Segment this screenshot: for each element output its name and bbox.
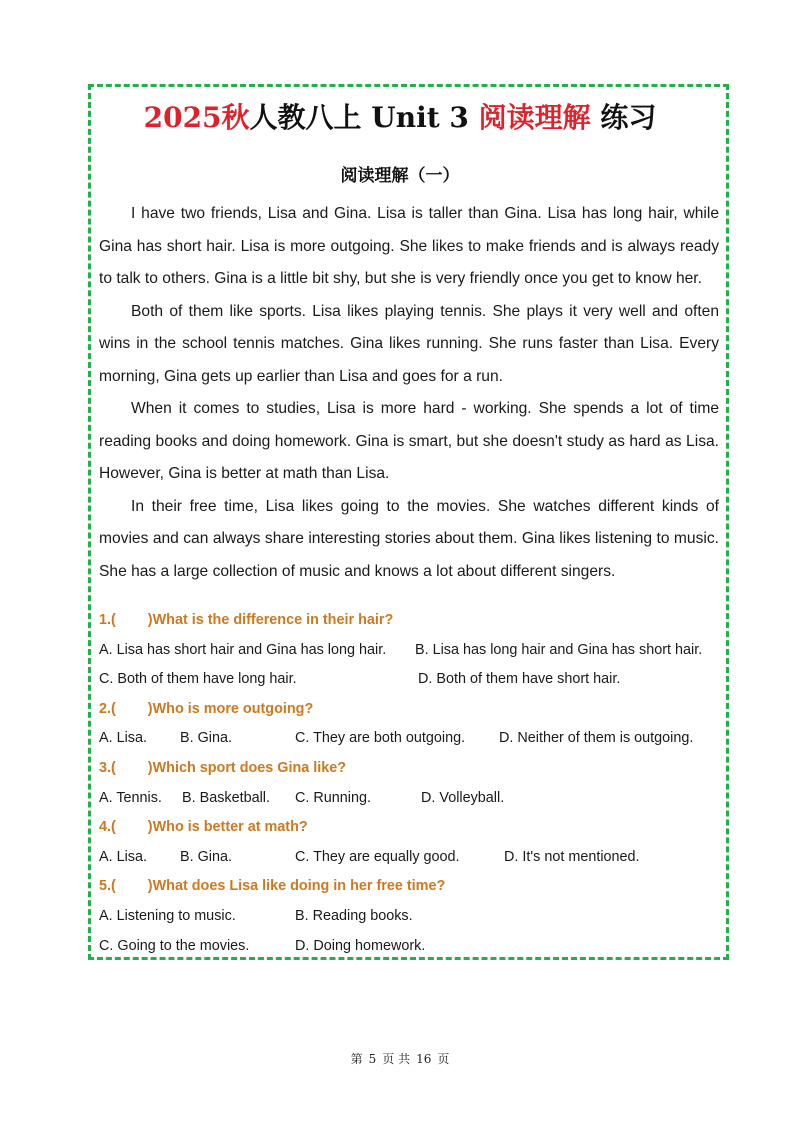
option-c: C. They are both outgoing. (295, 730, 466, 747)
option-b: B. Reading books. (295, 907, 413, 924)
page-title (0, 96, 800, 136)
question-list (99, 606, 719, 961)
option-c: C. Both of them have long hair. (99, 671, 297, 688)
question-prompt: 5.( )What does Lisa like doing in her free time? (99, 878, 446, 895)
passage-paragraph: When it comes to studies, Lisa is more hard - working. She spends a lot of time reading books and doing homework. Gina is smart, but she doesn't study as hard as Lisa. However, Gina is better at math than Lisa. (99, 400, 719, 482)
question-3 (99, 754, 719, 813)
footer-page-label: 第 (350, 1052, 363, 1066)
options-row (99, 636, 719, 666)
passage-paragraph: I have two friends, Lisa and Gina. Lisa is taller than Gina. Lisa has long hair, while Gina has short hair. Lisa is more outgoing. She likes to make friends and is always ready to talk to others. Gina is a little bit shy, but she is very friendly once you get to know her. (99, 205, 719, 287)
page-footer (0, 1050, 800, 1067)
options-row (99, 902, 719, 932)
title-textbook-unit: 人教八上 Unit 3 (249, 101, 479, 134)
option-a: A. Listening to music. (99, 907, 236, 924)
options-row (99, 665, 719, 695)
options-row (99, 932, 719, 962)
passage-paragraph: Both of them like sports. Lisa likes playing tennis. She plays it very well and often wins in the school tennis matches. Gina likes running. She runs faster than Lisa. Every morning, Gina gets up earlier than Lisa and goes for a run. (99, 302, 719, 385)
option-c: C. Going to the movies. (99, 937, 250, 954)
options-row (99, 784, 719, 814)
question-prompt: 4.( )Who is better at math? (99, 819, 308, 836)
question-1 (99, 606, 719, 695)
question-prompt: 2.( )Who is more outgoing? (99, 700, 314, 717)
option-a: A. Tennis. (99, 789, 162, 806)
footer-page-suffix: 页 (437, 1052, 450, 1066)
option-b: B. Basketball. (182, 789, 270, 806)
option-d: D. Neither of them is outgoing. (499, 730, 694, 747)
question-prompt: 1.( )What is the difference in their hair? (99, 612, 394, 628)
option-c: C. They are equally good. (295, 848, 460, 865)
option-d: D. It's not mentioned. (504, 848, 640, 865)
option-d: D. Doing homework. (295, 937, 426, 954)
question-2 (99, 695, 719, 754)
option-a: A. Lisa. (99, 730, 147, 747)
question-5 (99, 872, 719, 961)
title-year-season: 2025秋 (143, 101, 250, 134)
options-row (99, 843, 719, 873)
option-a: A. Lisa. (99, 848, 147, 865)
footer-page-mid: 页 共 (382, 1052, 411, 1066)
title-practice: 练习 (590, 101, 657, 134)
option-a: A. Lisa has short hair and Gina has long hair. (99, 641, 387, 658)
option-c: C. Running. (295, 789, 371, 806)
footer-total-pages: 16 (416, 1052, 432, 1066)
option-d: D. Volleyball. (421, 789, 505, 806)
option-b: B. Gina. (180, 848, 232, 865)
passage-paragraph: In their free time, Lisa likes going to the movies. She watches different kinds of movies and can always share interesting stories about them. Gina likes listening to music. She has a large collection of music and knows a lot about different singers. (99, 497, 719, 580)
option-b: B. Lisa has long hair and Gina has short hair. (415, 641, 703, 658)
options-row (99, 724, 719, 754)
option-b: B. Gina. (180, 730, 232, 747)
title-reading: 阅读理解 (478, 101, 591, 134)
section-subtitle: 阅读理解（一） (340, 166, 460, 186)
reading-passage (99, 198, 719, 588)
question-prompt: 3.( )Which sport does Gina like? (99, 759, 347, 776)
option-d: D. Both of them have short hair. (418, 671, 621, 688)
question-4 (99, 813, 719, 872)
footer-page-number: 5 (368, 1052, 377, 1066)
